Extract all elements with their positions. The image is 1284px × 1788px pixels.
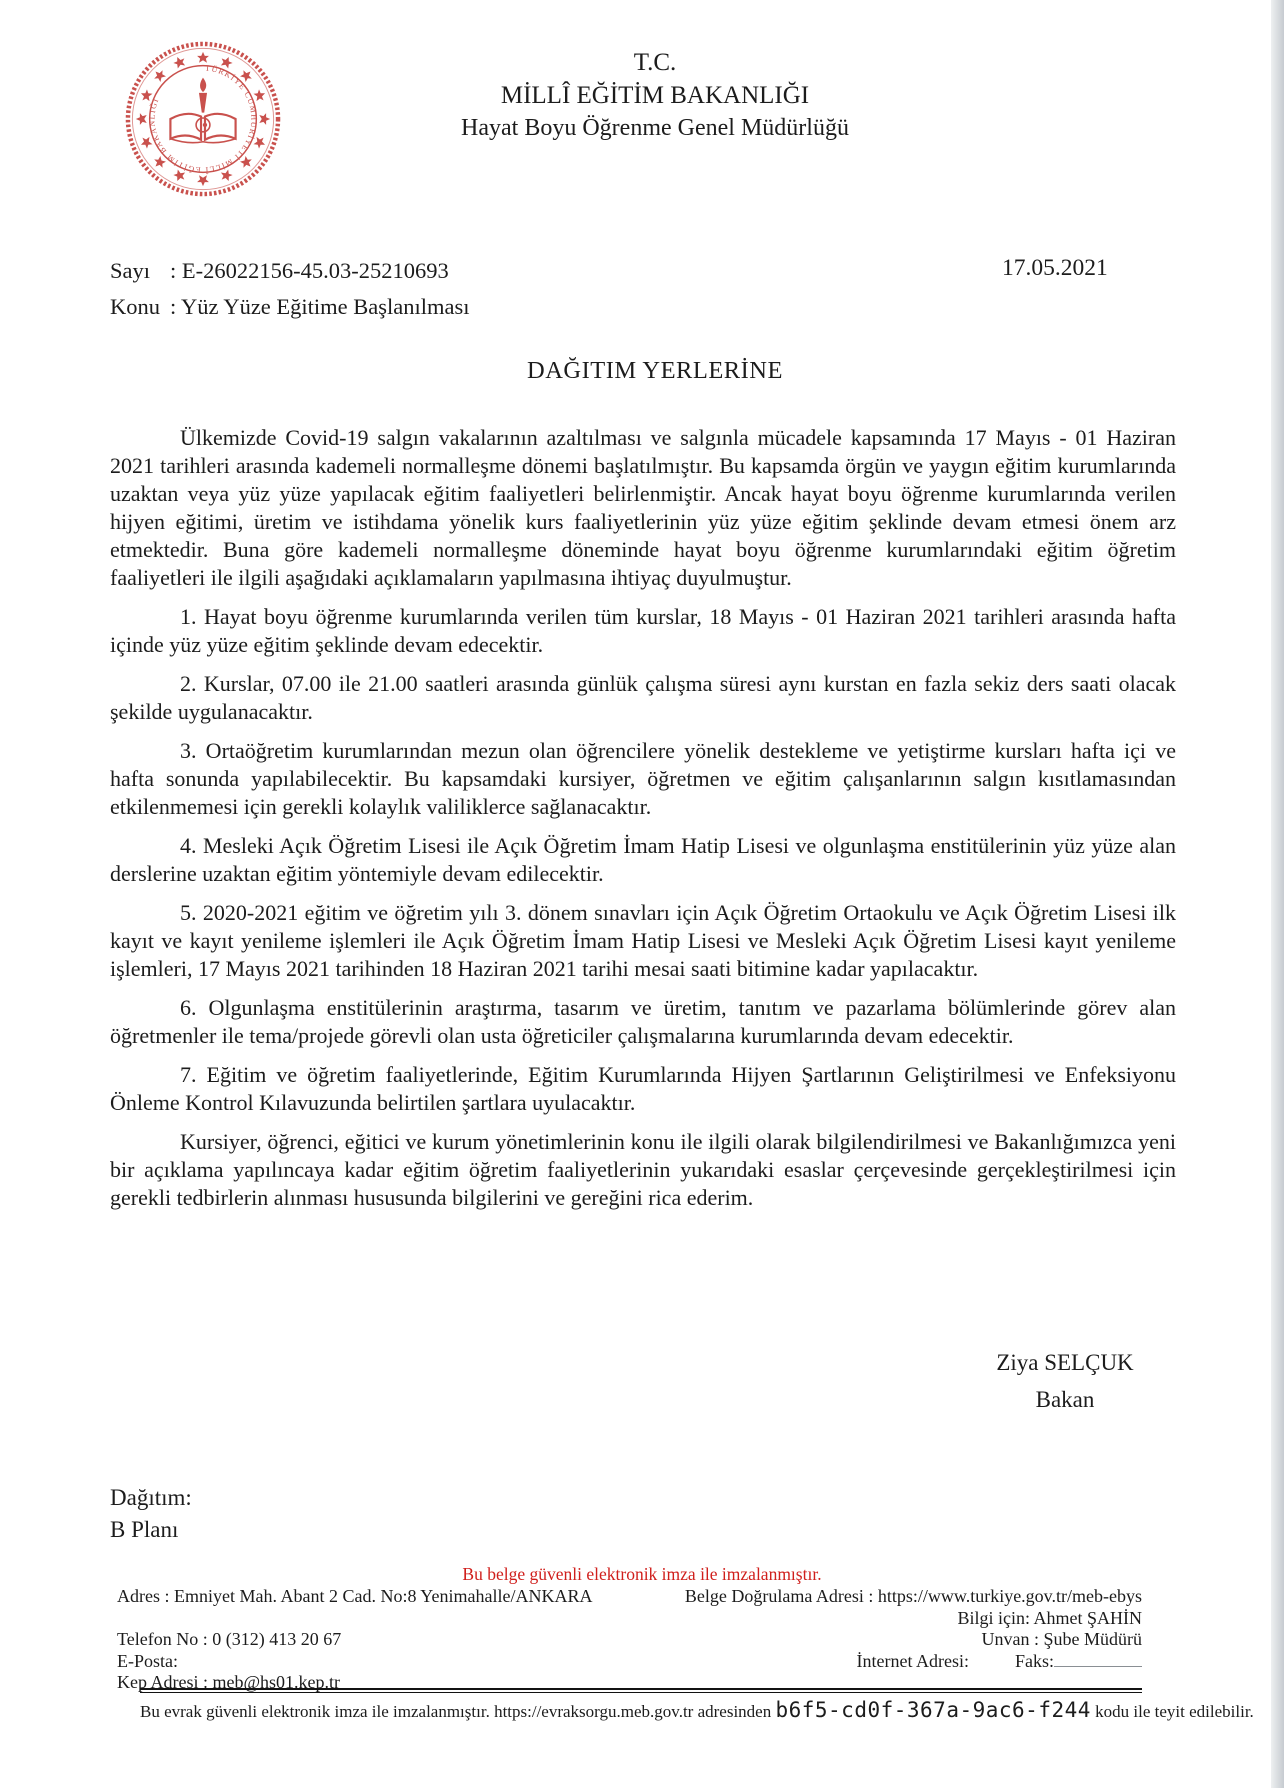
- footer-address: Adres : Emniyet Mah. Abant 2 Cad. No:8 Yenimahalle/ANKARA: [117, 1586, 593, 1606]
- footer-contact-person: Bilgi için: Ahmet ŞAHİN: [957, 1607, 1142, 1628]
- verification-suffix: kodu ile teyit edilebilir.: [1090, 1702, 1254, 1721]
- paragraph-item-1: 1. Hayat boyu öğrenme kurumlarında verilen tüm kurslar, 18 Mayıs - 01 Haziran 2021 tarihleri arasında hafta içinde yüz yüze eğitim şeklinde devam edecektir.: [110, 604, 1176, 657]
- paragraph-item-5: 5. 2020-2021 eğitim ve öğretim yılı 3. dönem sınavları için Açık Öğretim Ortaokulu ve Açık Öğretim Lisesi ilk kayıt ve kayıt yenileme işlemleri ile Açık Öğretim İmam Hatip Lisesi ve Mesleki Açık Öğretim Lisesi kayıt yenileme işlemleri, 17 Mayıs 2021 tarihinden 18 Haziran 2021 tarihi mesai saati bitimine kadar yapılacaktır.: [110, 900, 1176, 981]
- footer-fax-blank-line: [1054, 1652, 1142, 1667]
- document-date: 17.05.2021: [1002, 255, 1108, 281]
- footer-internet-label: İnternet Adresi:: [856, 1650, 969, 1671]
- recipient-heading: DAĞITIM YERLERİNE: [527, 357, 783, 384]
- document-meta: [110, 253, 470, 325]
- footer-fax-label: Faks:: [1014, 1650, 1054, 1671]
- signer-title: Bakan: [1035, 1387, 1095, 1412]
- paragraph-item-3: 3. Ortaöğretim kurumlarından mezun olan öğrencilere yönelik destekleme ve yetiştirme kursları hafta içi ve hafta sonunda yapılabilecektir. Bu kapsamdaki kursiyer, öğretmen ve eğitim çalışanlarının salgın kısıtlamasından etkilenmemesi için gerekli kolaylık valiliklerce sağlanacaktır.: [110, 738, 1176, 819]
- paragraph-intro: Ülkemizde Covid-19 salgın vakalarının azaltılması ve salgınla mücadele kapsamında 17 Mayıs - 01 Haziran 2021 tarihleri arasında kademeli normalleşme dönemi başlatılmıştır. Bu kapsamda örgün ve yaygın eğitim kurumlarında uzaktan veya yüz yüze yapılacak eğitim faaliyetleri belirlenmiştir. Ancak hayat boyu öğrenme kurumlarında verilen hijyen eğitimi, üretim ve istihdama yönelik kurs faaliyetlerinin yüz yüze eğitim şeklinde devam etmesi önem arz etmektedir. Buna göre kademeli normalleşme döneminde hayat boyu öğrenme kurumlarındaki eğitim öğretim faaliyetleri ile ilgili aşağıdaki açıklamaların yapılmasına ihtiyaç duyulmuştur.: [110, 425, 1176, 590]
- paragraph-closing: Kursiyer, öğrenci, eğitici ve kurum yönetimlerinin konu ile ilgili olarak bilgilendirilmesi ve Bakanlığımızca yeni bir açıklama yapılıncaya kadar eğitim öğretim faaliyetlerinin yukarıdaki esaslar çerçevesinde gerçekleştirilmesi için gerekli tedbirlerin alınması hususunda bilgilerini ve gereğini rica ederim.: [110, 1129, 1176, 1210]
- e-signature-notice: Bu belge güvenli elektronik imza ile imzalanmıştır.: [462, 1564, 822, 1584]
- sayi-value: : E-26022156-45.03-25210693: [170, 258, 449, 283]
- letter-body: [110, 424, 1176, 1223]
- verification-line: [140, 1698, 1254, 1722]
- signer-name: Ziya SELÇUK: [996, 1350, 1134, 1375]
- footer-verify-address: Belge Doğrulama Adresi : https://www.turkiye.gov.tr/meb-ebys: [684, 1586, 1142, 1606]
- konu-row: [110, 289, 470, 325]
- verification-code: b6f5-cd0f-367a-9ac6-f244: [775, 1698, 1091, 1722]
- footer-divider-rule: [140, 1688, 1142, 1693]
- paragraph-item-7: 7. Eğitim ve öğretim faaliyetlerinde, Eğitim Kurumlarında Hijyen Şartlarının Geliştirilmesi ve Enfeksiyonu Önleme Kontrol Kılavuzunda belirtilen şartlara uyulacaktır.: [110, 1062, 1176, 1115]
- seal-circular-text: TÜRKİYE CUMHURİYETİ MİLLÎ EĞİTİM BAKANLIĞI: [147, 63, 259, 175]
- paragraph-item-2: 2. Kurslar, 07.00 ile 21.00 saatleri arasında günlük çalışma süresi aynı kurstan en fazla sekiz ders saati olacak şekilde uygulanacaktır.: [110, 671, 1176, 724]
- konu-value: : Yüz Yüze Eğitime Başlanılması: [170, 294, 470, 319]
- letterhead-directorate: Hayat Boyu Öğrenme Genel Müdürlüğü: [461, 115, 849, 141]
- footer-contact-title: Unvan : Şube Müdürü: [981, 1629, 1142, 1649]
- paragraph-item-6: 6. Olgunlaşma enstitülerinin araştırma, tasarım ve üretim, tanıtım ve pazarlama bölümlerinde görev alan öğretmenler ile tema/projede görevli olan usta öğreticiler çalışmalarına kurumlarında devam edecektir.: [110, 995, 1176, 1048]
- footer-right-column: [600, 1586, 1142, 1672]
- photo-right-edge: [1271, 0, 1284, 1788]
- distribution-block: [110, 1482, 192, 1546]
- verification-prefix: Bu evrak güvenli elektronik imza ile imzalanmıştır. https://evraksorgu.meb.gov.tr adresinden: [140, 1702, 776, 1721]
- signature-block: [900, 1344, 1230, 1418]
- footer-left-column: [117, 1586, 677, 1694]
- letterhead: [140, 46, 1170, 145]
- distribution-label: Dağıtım:: [110, 1485, 192, 1510]
- sayi-label: Sayı: [110, 258, 151, 283]
- letterhead-ministry: MİLLÎ EĞİTİM BAKANLIĞI: [500, 82, 810, 109]
- footer-email: E-Posta:: [117, 1650, 178, 1671]
- letterhead-tc: T.C.: [633, 49, 677, 76]
- konu-label: Konu: [110, 294, 160, 319]
- footer-kep-address: Kep Adresi : meb@hs01.kep.tr: [117, 1672, 341, 1692]
- footer-internet-fax-row: [600, 1651, 1142, 1673]
- distribution-value: B Planı: [110, 1517, 179, 1542]
- paragraph-item-4: 4. Mesleki Açık Öğretim Lisesi ile Açık Öğretim İmam Hatip Lisesi ve olgunlaşma enstitülerinin yüz yüze alan derslerine uzaktan eğitim yöntemiyle devam edilecektir.: [110, 833, 1176, 886]
- footer-phone: Telefon No : 0 (312) 413 20 67: [117, 1629, 342, 1649]
- footer-spacer: [117, 1608, 677, 1630]
- sayi-row: [110, 253, 470, 289]
